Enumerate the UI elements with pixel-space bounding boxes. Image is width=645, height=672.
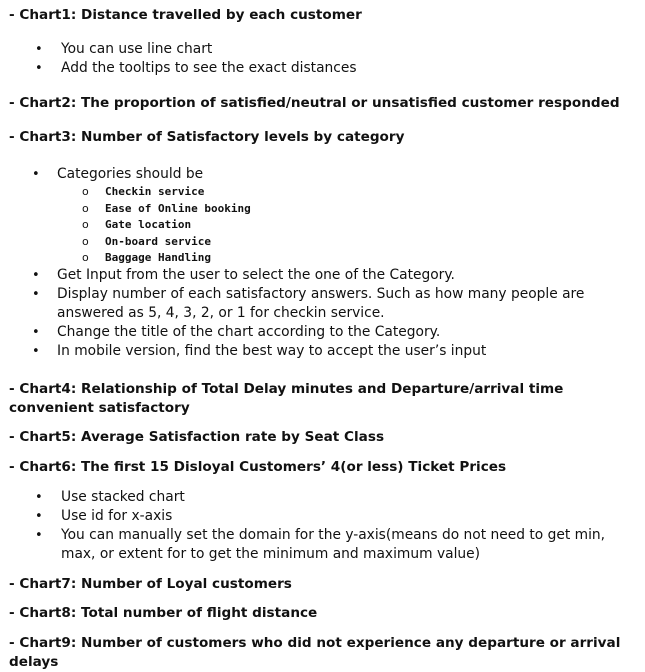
list-item: • In mobile version, find the best way to accept the user’s input [32,343,487,359]
chart3-heading: - Chart3: Number of Satisfactory levels by category [9,129,405,145]
list-item: • Add the tooltips to see the exact distances [35,60,357,76]
bullet-icon: • [32,268,40,283]
bullet-icon: • [35,528,43,543]
bullet-icon: • [35,509,43,524]
chart2-heading: - Chart2: The proportion of satisfied/neutral or unsatisfied customer responded [9,95,620,111]
sub-bullet-icon: o [82,251,89,265]
category-item: o Gate location [0,217,251,234]
sub-bullet-icon: o [82,234,89,248]
sub-bullet-icon: o [82,185,89,198]
bullet-icon: • [35,42,43,57]
sub-bullet-icon: o [82,218,89,232]
category-item: o Baggage Handling [0,250,251,267]
bullet-icon: • [32,344,40,359]
chart8-heading: - Chart8: Total number of flight distance [9,605,318,621]
list-item: • Change the title of the chart according to the Category. [32,324,441,340]
bullet-icon: • [35,61,43,76]
chart3-categories-intro [0,165,637,184]
chart1-bullet-list [0,40,637,78]
bullet-icon: • [32,325,40,340]
list-item: • Use id for x-axis [35,508,173,524]
chart6-heading: - Chart6: The first 15 Disloyal Customers’ 4(or less) Ticket Prices [9,459,507,475]
chart5-heading: - Chart5: Average Satisfaction rate by Seat Class [9,429,385,445]
bullet-icon: • [32,167,40,182]
category-item: o On-board service [0,234,251,251]
list-item: • You can manually set the domain for the y-axis(means do not need to get min, max, or extent for to get the minimum and maximum value) [35,527,606,562]
chart7-heading: - Chart7: Number of Loyal customers [9,576,292,592]
sub-bullet-icon: o [82,201,89,215]
chart1-heading: - Chart1: Distance travelled by each customer [9,7,362,23]
list-item: • Use stacked chart [35,489,185,505]
bullet-icon: • [35,490,43,505]
category-item: o Ease of Online booking [0,201,251,218]
chart3-bullet-list [0,266,637,361]
bullet-icon: • [32,287,40,302]
list-item: • Get Input from the user to select the one of the Category. [32,267,455,283]
chart3-category-list [0,184,251,267]
list-item: • Categories should be [32,166,204,182]
list-item: • You can use line chart [35,41,213,57]
chart9-heading: - Chart9: Number of customers who did not experience any departure or arrival delays [9,635,621,670]
chart4-heading: - Chart4: Relationship of Total Delay minutes and Departure/arrival time convenient satisfactory [9,381,564,416]
list-item: • Display number of each satisfactory answers. Such as how many people are answered as 5, 4, 3, 2, or 1 for checkin service. [32,286,585,321]
category-item: o Checkin service [0,184,251,201]
chart6-bullet-list [0,488,637,564]
